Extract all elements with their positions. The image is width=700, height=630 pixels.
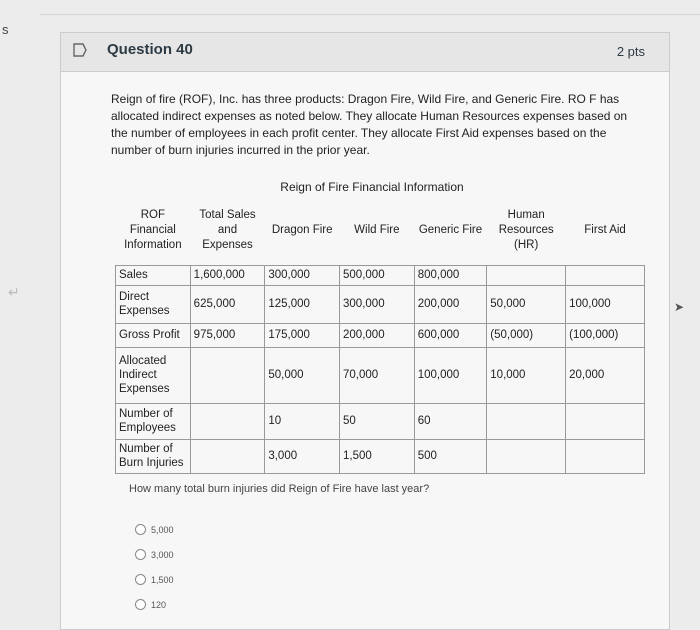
table-cell: 200,000 xyxy=(414,285,487,323)
row-label: Number of Burn Injuries xyxy=(116,439,191,473)
table-row xyxy=(116,323,645,347)
radio-button[interactable] xyxy=(135,549,146,560)
left-margin-mark: ↵ xyxy=(8,284,20,300)
radio-button[interactable] xyxy=(135,574,146,585)
table-cell: 500,000 xyxy=(340,265,415,285)
table-row xyxy=(116,285,645,323)
table-row xyxy=(116,347,645,403)
header-human-resources: Human Resources (HR) xyxy=(498,209,554,252)
header-wild-fire: Wild Fire xyxy=(354,224,400,237)
answer-options xyxy=(135,517,174,617)
table-cell: 300,000 xyxy=(340,285,415,323)
header-dragon-fire: Dragon Fire xyxy=(271,224,333,237)
table-cell xyxy=(487,403,566,439)
table-cell: 20,000 xyxy=(566,347,645,403)
table-cell xyxy=(566,403,645,439)
mouse-cursor-icon: ➤ xyxy=(674,300,685,314)
table-cell: 10,000 xyxy=(487,347,566,403)
table-cell: 800,000 xyxy=(414,265,487,285)
table-cell: (50,000) xyxy=(487,323,566,347)
row-label: Direct Expenses xyxy=(116,285,191,323)
table-header-row xyxy=(116,197,645,265)
table-cell xyxy=(566,265,645,285)
question-card xyxy=(60,32,670,630)
table-cell xyxy=(487,265,566,285)
row-label: Gross Profit xyxy=(116,323,191,347)
question-text: Reign of fire (ROF), Inc. has three products: Dragon Fire, Wild Fire, and Generic Fire. RO F has allocated indirect expenses as noted below. They allocate Human Resources expenses based on the number of employees in each profit center. They allocate First Aid expenses based on the number of burn injuries incurred in the prior year. xyxy=(111,92,628,157)
page-divider xyxy=(40,14,700,15)
answer-option-label: 1,500 xyxy=(151,574,174,585)
table-cell xyxy=(566,439,645,473)
answer-option[interactable] xyxy=(135,567,174,592)
answer-option[interactable] xyxy=(135,517,174,542)
flag-icon[interactable] xyxy=(73,43,87,57)
row-label: Number of Employees xyxy=(116,403,191,439)
header-total-sales: Total Sales and Expenses xyxy=(199,209,256,252)
table-cell: 100,000 xyxy=(414,347,487,403)
table-cell: 50,000 xyxy=(487,285,566,323)
row-label: Sales xyxy=(116,265,191,285)
radio-button[interactable] xyxy=(135,599,146,610)
table-cell: 125,000 xyxy=(265,285,340,323)
table-cell xyxy=(190,439,265,473)
question-points: 2 pts xyxy=(616,44,645,59)
header-first-aid: First Aid xyxy=(584,224,626,237)
question-title: Question 40 xyxy=(107,41,193,58)
table-cell xyxy=(190,347,265,403)
table-cell: 3,000 xyxy=(265,439,340,473)
table-cell: 60 xyxy=(414,403,487,439)
answer-option-label: 120 xyxy=(151,599,167,610)
table-cell: 100,000 xyxy=(566,285,645,323)
table-cell: 50,000 xyxy=(265,347,340,403)
financial-table xyxy=(115,197,645,474)
answer-option[interactable] xyxy=(135,592,174,617)
header-generic-fire: Generic Fire xyxy=(418,224,483,237)
question-header xyxy=(61,33,669,72)
table-cell: 200,000 xyxy=(340,323,415,347)
table-cell: 600,000 xyxy=(414,323,487,347)
answer-option-label: 5,000 xyxy=(151,524,174,535)
table-caption: Reign of Fire Financial Information xyxy=(280,180,464,194)
row-label: Allocated Indirect Expenses xyxy=(116,347,191,403)
table-cell: 175,000 xyxy=(265,323,340,347)
table-cell xyxy=(190,403,265,439)
header-rof-financial-information: ROF Financial Information xyxy=(124,209,182,252)
table-cell xyxy=(487,439,566,473)
table-cell: 70,000 xyxy=(340,347,415,403)
table-cell: (100,000) xyxy=(566,323,645,347)
table-cell: 1,500 xyxy=(340,439,415,473)
table-cell: 300,000 xyxy=(265,265,340,285)
radio-button[interactable] xyxy=(135,524,146,535)
answer-option-label: 3,000 xyxy=(151,549,174,560)
table-row xyxy=(116,439,645,473)
table-row xyxy=(116,403,645,439)
edge-letter: s xyxy=(2,22,9,37)
table-cell: 1,600,000 xyxy=(190,265,265,285)
table-cell: 625,000 xyxy=(190,285,265,323)
table-cell: 975,000 xyxy=(190,323,265,347)
table-cell: 50 xyxy=(340,403,415,439)
answer-option[interactable] xyxy=(135,542,174,567)
table-cell: 500 xyxy=(414,439,487,473)
table-row xyxy=(116,265,645,285)
table-cell: 10 xyxy=(265,403,340,439)
question-prompt: How many total burn injuries did Reign of Fire have last year? xyxy=(129,483,430,495)
